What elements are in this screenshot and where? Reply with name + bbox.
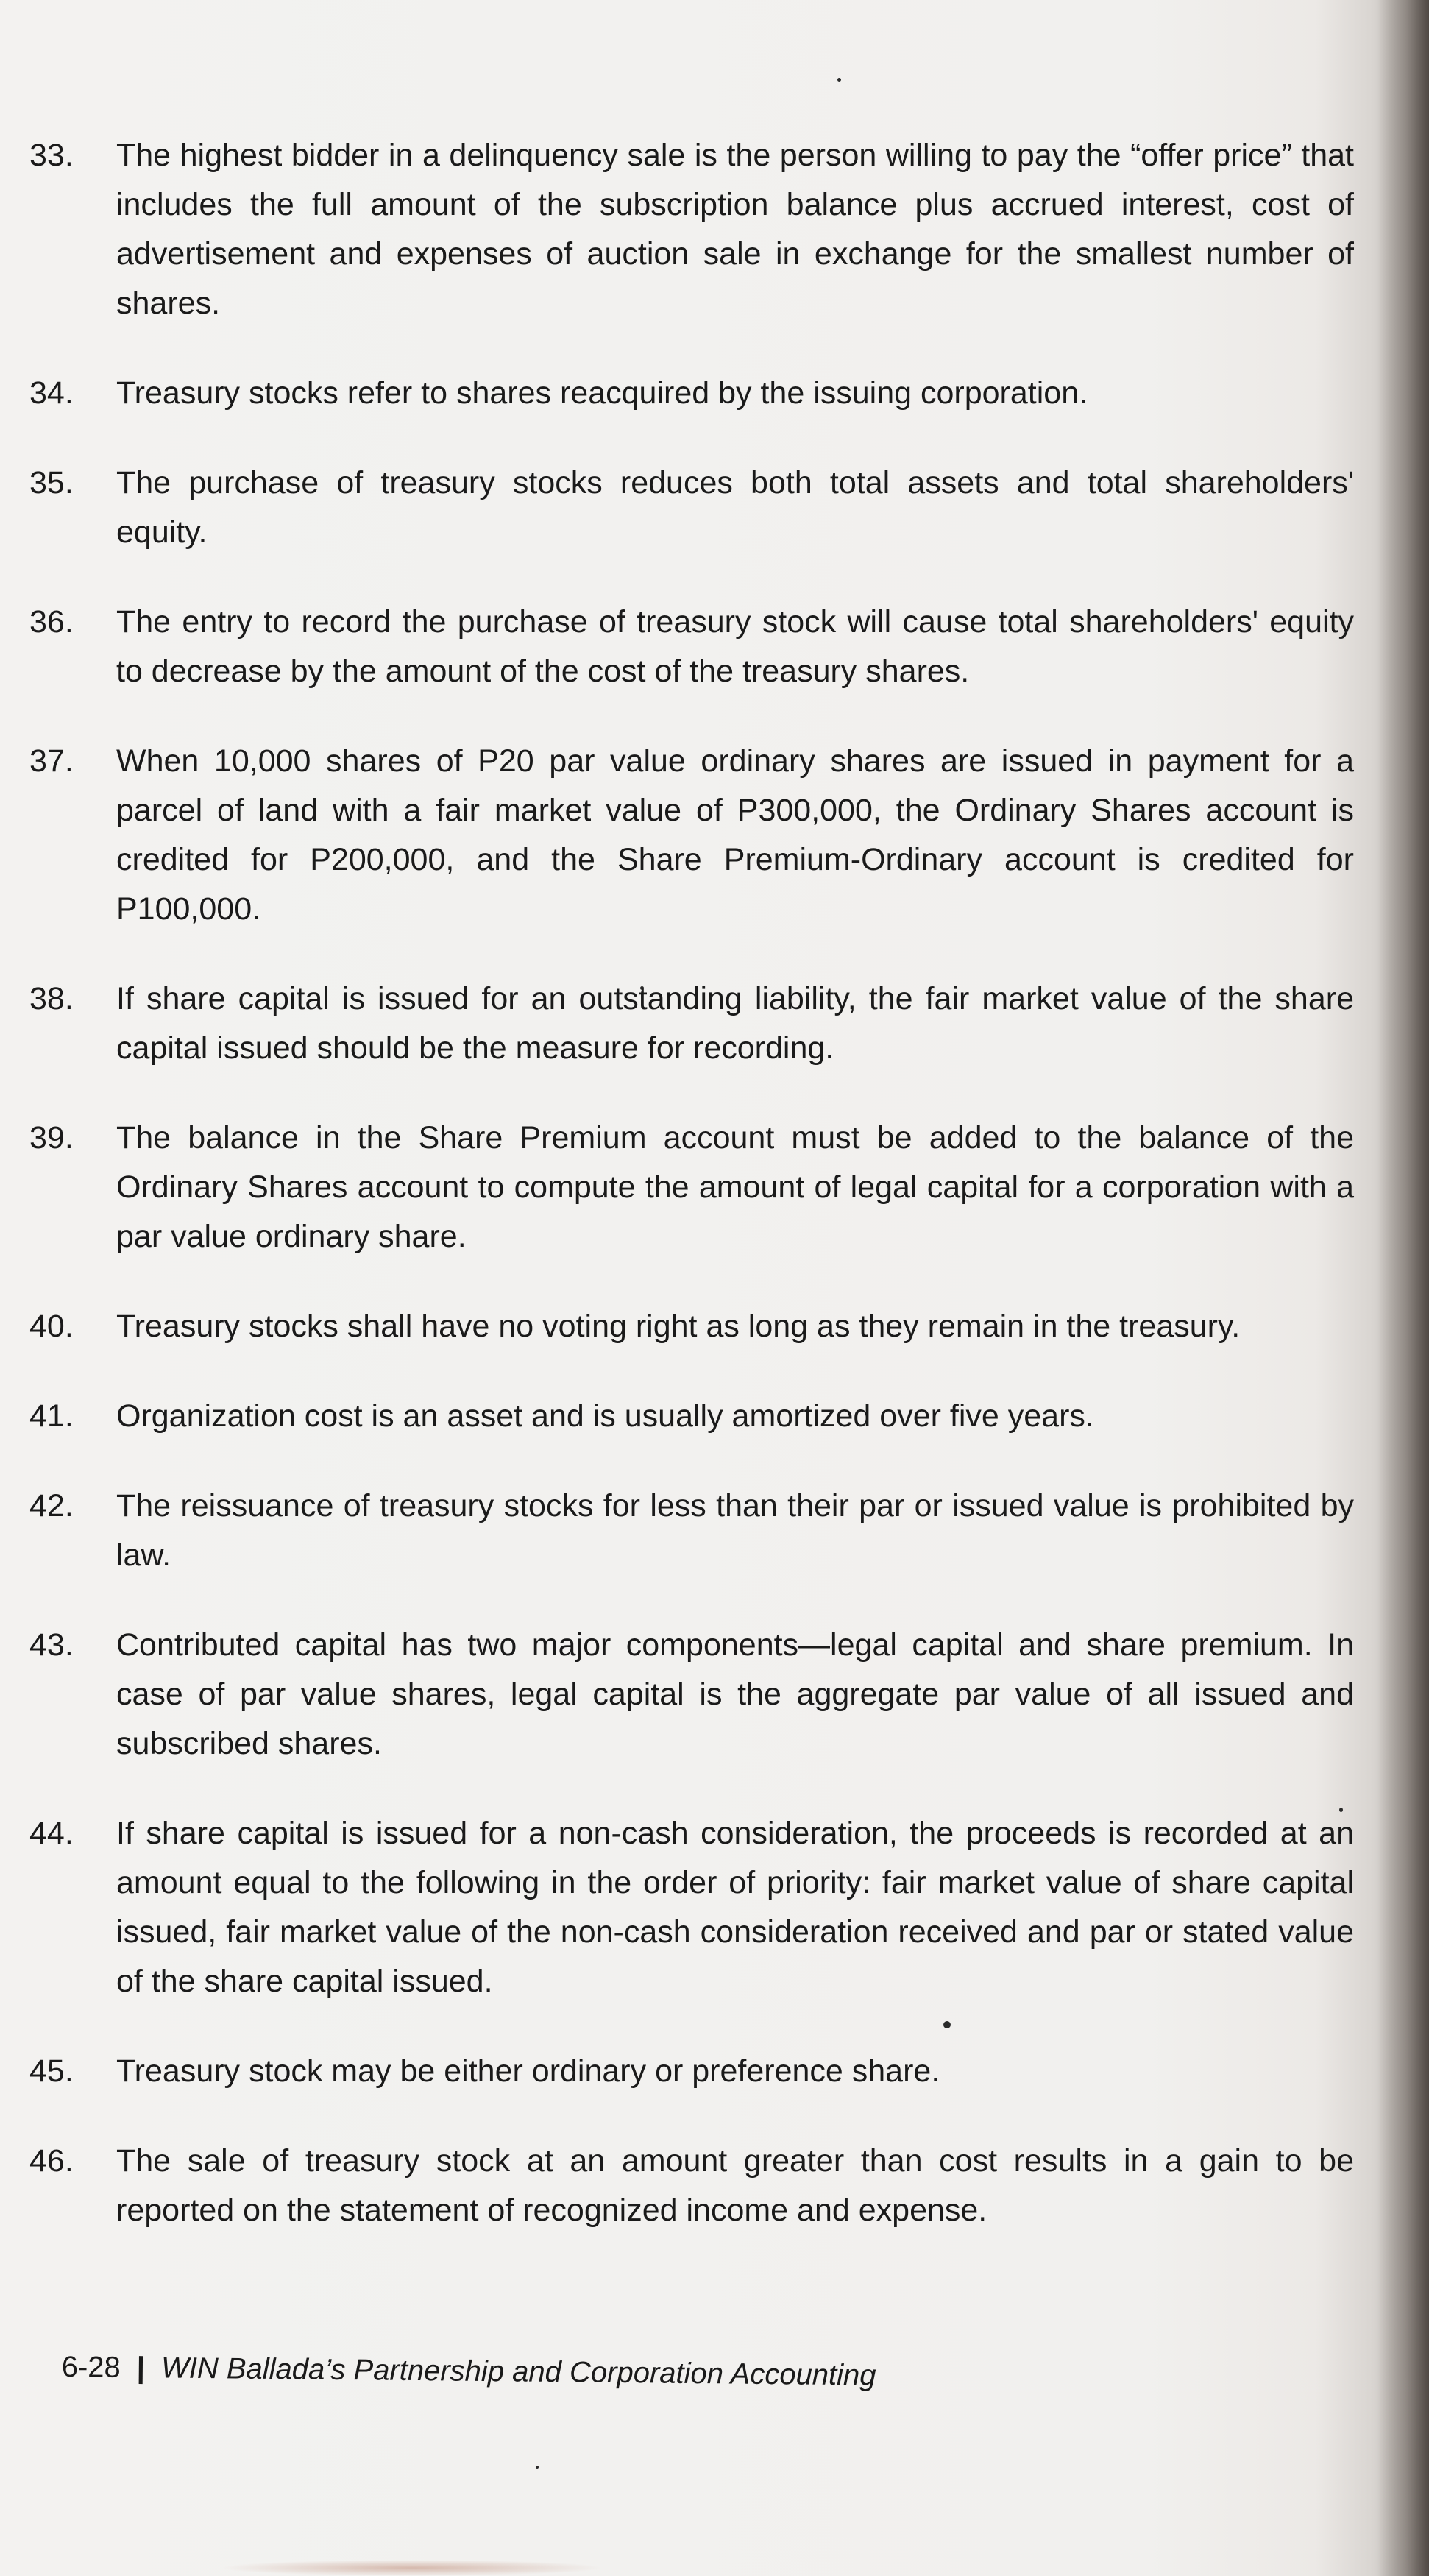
list-item [29, 737, 1354, 934]
list-item [29, 459, 1354, 557]
list-item [29, 1114, 1354, 1262]
item-number: 42. [29, 1488, 74, 1524]
list-item [29, 1621, 1354, 1769]
list-item [29, 598, 1354, 696]
speck [837, 78, 841, 82]
item-text: The purchase of treasury stocks reduces both total assets and total shareholders' equity. [116, 465, 1354, 550]
item-text: Treasury stocks shall have no voting right as long as they remain in the treasury. [116, 1309, 1241, 1344]
page-edge-shadow [1377, 0, 1429, 2576]
item-number: 41. [29, 1398, 74, 1434]
item-text: If share capital is issued for a non-cash consideration, the proceeds is recorded at an amount equal to the following in the order of priority: fair market value of share capital issued, fair market value of the non-cash consideration received and par or stated value of the share capital issued. [116, 1816, 1354, 1999]
speck [536, 2466, 539, 2469]
list-item [29, 1809, 1354, 2006]
list-item [29, 131, 1354, 328]
question-list [29, 131, 1354, 2235]
item-number: 38. [29, 981, 74, 1016]
item-text: When 10,000 shares of P20 par value ordinary shares are issued in payment for a parcel of land with a fair market value of P300,000, the Ordinary Shares account is credited for P200,000, and the Share Premium-Ordinary account is credited for P100,000. [116, 743, 1354, 927]
bottom-smudge [221, 2560, 603, 2576]
list-item [29, 1302, 1354, 1351]
list-item [29, 369, 1354, 418]
item-text: The sale of treasury stock at an amount greater than cost results in a gain to be reported on the statement of recognized income and expense. [116, 2143, 1354, 2228]
item-number: 39. [29, 1120, 74, 1156]
page-footer [61, 2346, 876, 2396]
list-item [29, 2137, 1354, 2235]
item-number: 43. [29, 1627, 74, 1663]
item-number: 44. [29, 1816, 74, 1851]
item-text: Treasury stocks refer to shares reacquired by the issuing corporation. [116, 375, 1088, 411]
item-text: The balance in the Share Premium account must be added to the balance of the Ordinary Shares account to compute the amount of legal capital for a corporation with a par value ordinary share. [116, 1120, 1354, 1254]
book-title: WIN Ballada’s Partnership and Corporation Accounting [160, 2352, 876, 2392]
page-number: 6-28 [61, 2350, 121, 2384]
item-number: 35. [29, 465, 74, 500]
item-number: 36. [29, 604, 74, 640]
list-item [29, 1392, 1354, 1441]
list-item [29, 974, 1354, 1073]
item-number: 40. [29, 1309, 74, 1344]
item-text: Contributed capital has two major components—legal capital and share premium. In case of par value shares, legal capital is the aggregate par value of all issued and subscribed shares. [116, 1627, 1354, 1761]
item-text: The highest bidder in a delinquency sale is the person willing to pay the “offer price” that includes the full amount of the subscription balance plus accrued interest, cost of advertisement and expenses of auction sale in exchange for the smallest number of shares. [116, 138, 1354, 321]
item-text: The reissuance of treasury stocks for less than their par or issued value is prohibited by law. [116, 1488, 1354, 1573]
item-text: The entry to record the purchase of treasury stock will cause total shareholders' equity to decrease by the amount of the cost of the treasury shares. [116, 604, 1354, 689]
item-text: Organization cost is an asset and is usually amortized over five years. [116, 1398, 1094, 1434]
item-number: 37. [29, 743, 74, 779]
list-item [29, 1482, 1354, 1580]
item-text: If share capital is issued for an outstanding liability, the fair market value of the share capital issued should be the measure for recording. [116, 981, 1354, 1066]
item-number: 34. [29, 375, 74, 411]
item-number: 33. [29, 138, 74, 173]
item-number: 45. [29, 2053, 74, 2089]
list-item [29, 2047, 1354, 2096]
footer-separator: | [136, 2352, 146, 2385]
item-number: 46. [29, 2143, 74, 2179]
item-text: Treasury stock may be either ordinary or preference share. [116, 2053, 940, 2089]
